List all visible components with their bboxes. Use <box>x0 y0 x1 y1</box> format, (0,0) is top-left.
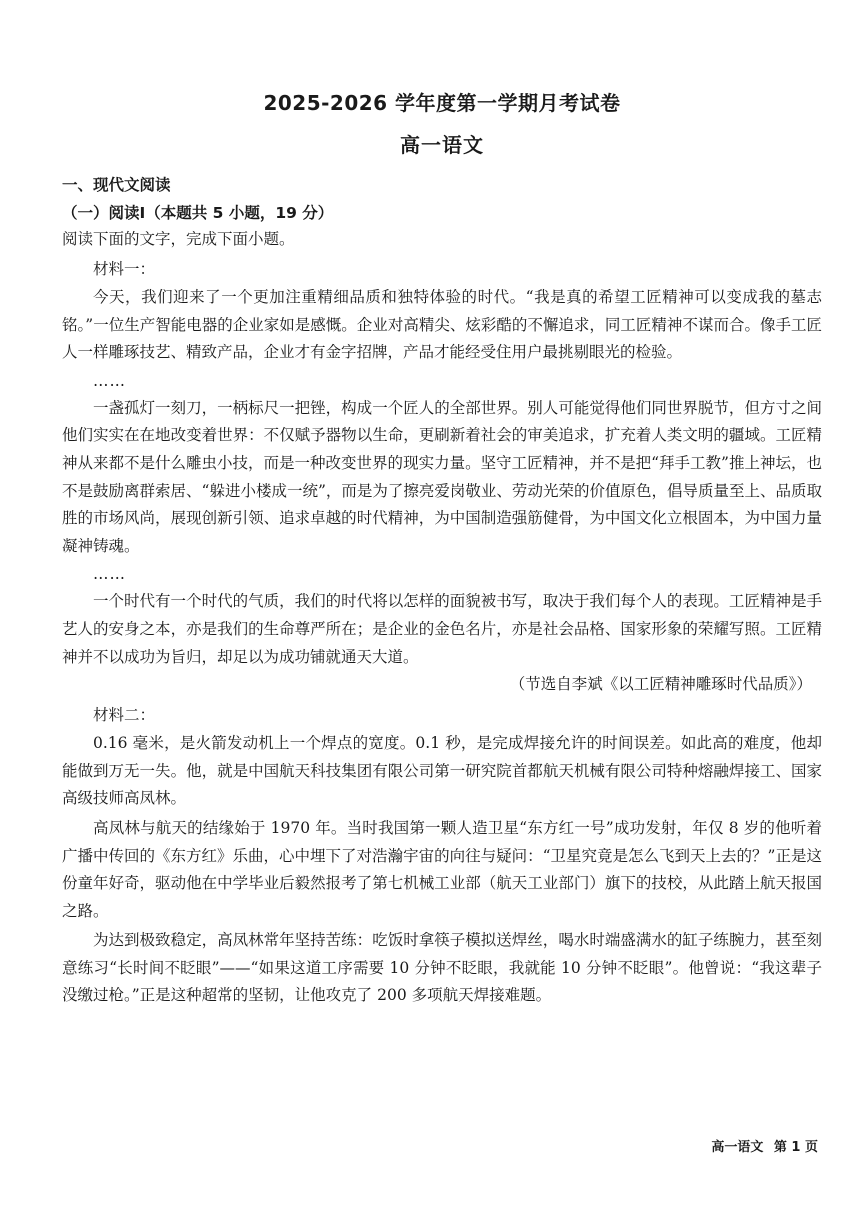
material-one-paragraph-2: 一盏孤灯一刻刀，一柄标尺一把锉，构成一个匠人的全部世界。别人可能觉得他们同世界脱节，但方寸之间他们实实在在地改变着世界：不仅赋予器物以生命，更刷新着社会的审美追求，扩充着人类文明的疆域。工匠精神从来都不是什么雕虫小技，而是一种改变世界的现实力量。坚守工匠精神，并不是把“拜手工教”推上神坛，也不是鼓励离群索居、“躲进小楼成一统”，而是为了擦亮爱岗敬业、劳动光荣的价值原色，倡导质量至上、品质取胜的市场风尚，展现创新引领、追求卓越的时代精神，为中国制造强筋健骨，为中国文化立根固本，为中国力量凝神铸魂。 <box>62 398 822 555</box>
page-footer <box>705 1138 818 1158</box>
material-one-paragraph-1: 今天，我们迎来了一个更加注重精细品质和独特体验的时代。“我是真的希望工匠精神可以变成我的墓志铭。”一位生产智能电器的企业家如是感慨。企业对高精尖、炫彩酷的不懈追求，同工匠精神不谋而合。像手工匠人一样雕琢技艺、精致产品，企业才有金字招牌，产品才能经受住用户最挑剔眼光的检验。 <box>62 288 822 362</box>
reading-sub-heading: （一）阅读Ⅰ（本题共 5 小题，19 分） <box>62 204 334 222</box>
exam-subject-title: 高一语文 <box>400 133 484 157</box>
footer-subject: 高一语文 <box>711 1140 764 1155</box>
material-one-paragraph-3: 一个时代有一个时代的气质，我们的时代将以怎样的面貌被书写，取决于我们每个人的表现。工匠精神是手艺人的安身之本，亦是我们的生命尊严所在；是企业的金色名片，亦是社会品格、国家形象的荣耀写照。工匠精神并不以成功为旨归，却足以为成功铺就通天大道。 <box>62 592 822 666</box>
section-heading: 一、现代文阅读 <box>62 176 171 194</box>
material-two-label: 材料二： <box>93 706 156 725</box>
material-two-paragraph-3: 为达到极致稳定，高凤林常年坚持苦练：吃饭时拿筷子模拟送焊丝，喝水时端盛满水的缸子练腕力，甚至刻意练习“长时间不眨眼”——“如果这道工序需要 10 分钟不眨眼，我就能 10 分钟不眨眼”。他曾说：“我这辈子没缴过枪。”正是这种超常的坚韧，让他攻克了 200 多项航天焊接难题。 <box>62 931 822 1005</box>
reading-instruction: 阅读下面的文字，完成下面小题。 <box>62 230 295 248</box>
material-one-label: 材料一： <box>93 260 156 278</box>
material-two-paragraph-2: 高凤林与航天的结缘始于 1970 年。当时我国第一颗人造卫星“东方红一号”成功发射，年仅 8 岁的他听着广播中传回的《东方红》乐曲，心中埋下了对浩瀚宇宙的向往与疑问：“卫星究竟是怎么飞到天上去的？”正是这份童年好奇，驱动他在中学毕业后毅然报考了第七机械工业部（航天工业部门）旗下的技校，从此踏上航天报国之路。 <box>62 818 822 920</box>
material-two-paragraph-1: 0.16 毫米，是火箭发动机上一个焊点的宽度。0.1 秒，是完成焊接允许的时间误差。如此高的难度，他却能做到万无一失。他，就是中国航天科技集团有限公司第一研究院首都航天机械有限公司特种熔融焊接工、国家高级技师高凤林。 <box>62 734 822 808</box>
footer-page-number: 第 1 页 <box>773 1140 818 1155</box>
exam-title: 2025-2026 学年度第一学期月考试卷 <box>263 91 621 115</box>
material-one-ellipsis-1: …… <box>93 371 126 390</box>
material-one-source: （节选自李斌《以工匠精神雕琢时代品质》） <box>509 675 812 694</box>
material-one-ellipsis-2: …… <box>93 565 126 584</box>
